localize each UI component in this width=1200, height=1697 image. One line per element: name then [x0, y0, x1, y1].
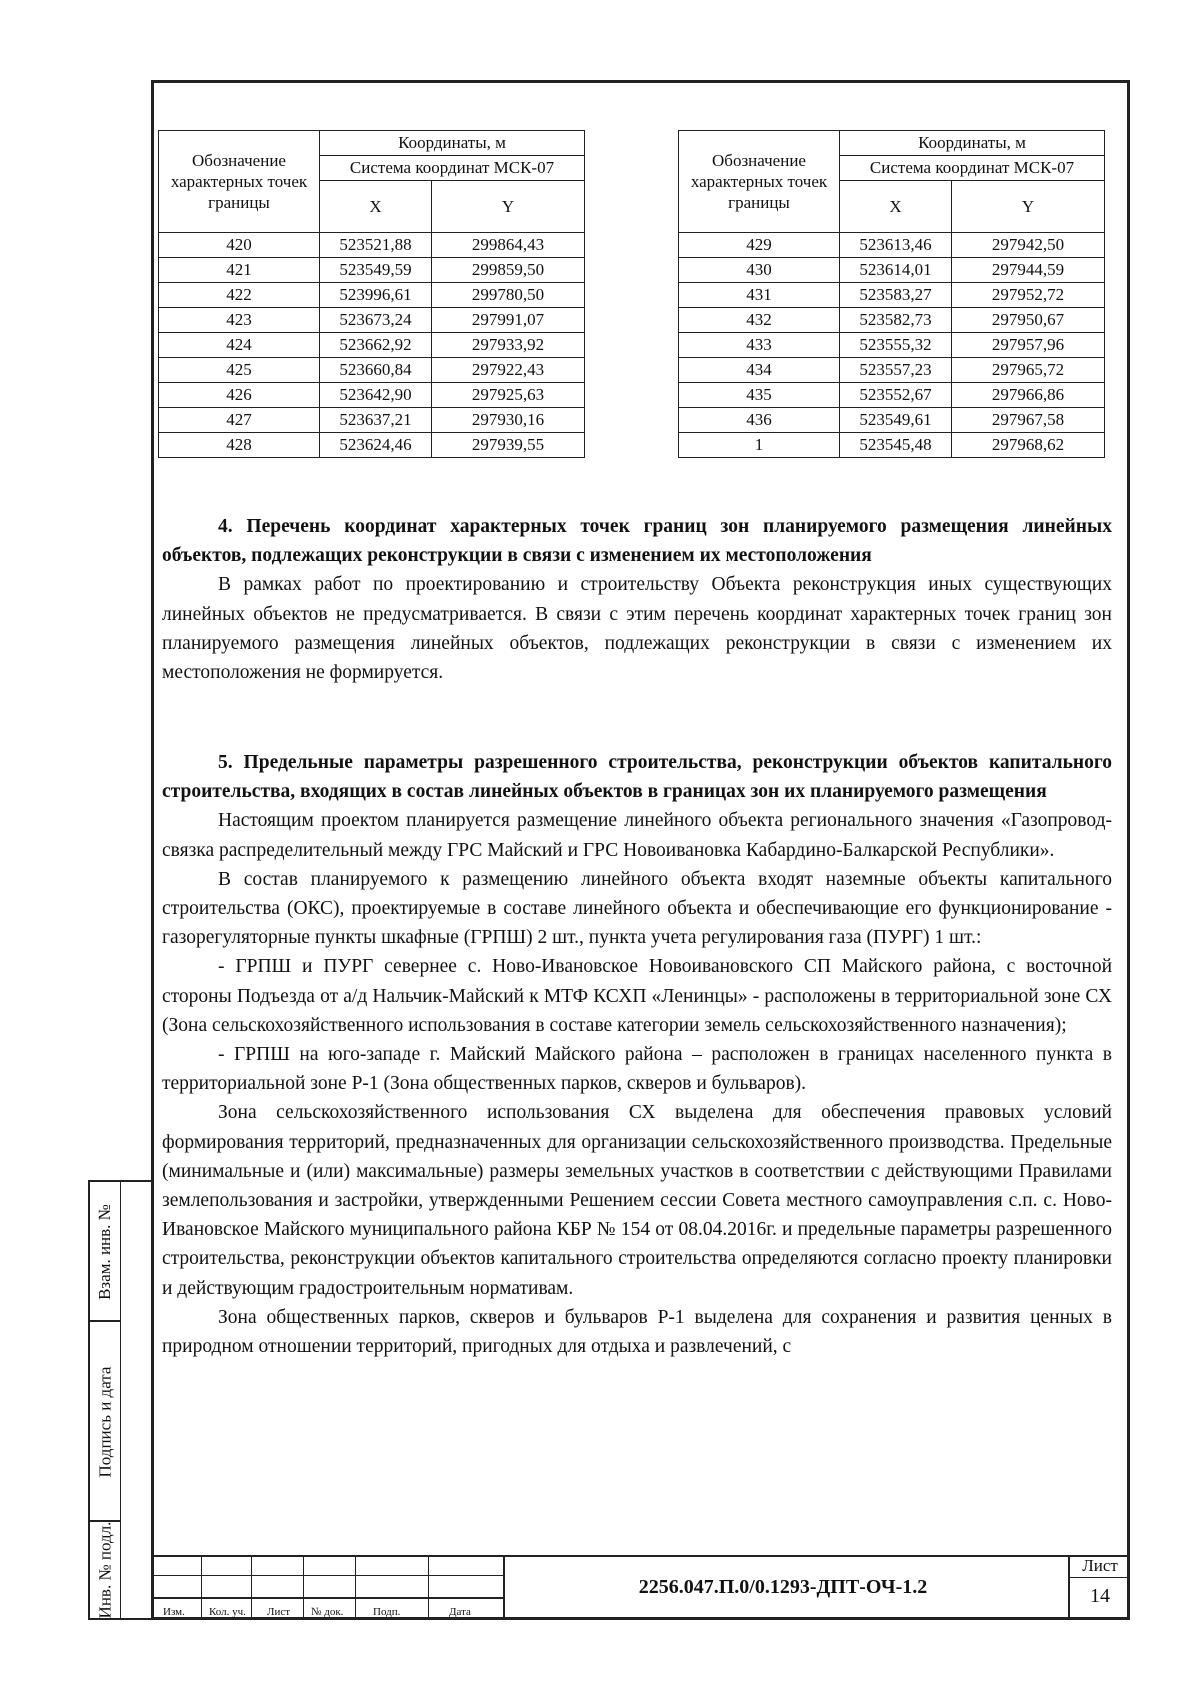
system-header: Система координат МСК-07: [840, 156, 1105, 181]
title-block: [151, 1555, 1130, 1620]
paragraph: Зона сельскохозяйственного использования СХ выделена для обеспечения правовых условий формирования территорий, предназначенных для организации сельскохозяйственного производства. Предельные (минимальные и (или) максимальные) размеры земельных участков в соответствии с действующими Правилами землепользования и застройки, утвержденными Решением сессии Совета местного самоуправления с.п. с. Ново-Ивановское Майского муниципального района КБР № 154 от 08.04.2016г. и предельные параметры разрешенного строительства, реконструкции объектов капитального строительства определяются согласно проекту планировки и действующим градостроительным нормативам.: [162, 1102, 1112, 1299]
y-cell: 297922,43: [432, 358, 585, 383]
designation-header: Обозначение характерных точек границы: [679, 131, 840, 233]
table-row: [679, 333, 1105, 358]
signature-date-label: Подпись и дата: [95, 1366, 114, 1478]
y-cell: 297965,72: [952, 358, 1105, 383]
x-cell: 523555,32: [840, 333, 952, 358]
section-5: [162, 748, 1112, 1361]
y-cell: 297930,16: [432, 408, 585, 433]
point-id-cell: 421: [159, 258, 320, 283]
sheet-box: [1068, 1555, 1130, 1620]
y-cell: 297942,50: [952, 233, 1105, 258]
section-4-heading: 4. Перечень координат характерных точек границ зон планируемого размещения линейных объектов, подлежащих реконструкции в связи с изменением их местоположения: [162, 516, 1112, 567]
vzam-inv-label: Взам. инв. №: [95, 1204, 114, 1300]
y-cell: 297966,86: [952, 383, 1105, 408]
point-id-cell: 424: [159, 333, 320, 358]
x-cell: 523552,67: [840, 383, 952, 408]
x-cell: 523545,48: [840, 433, 952, 458]
table-row: [159, 333, 585, 358]
col-label: Лист: [267, 1606, 291, 1618]
col-label: Кол. уч.: [209, 1606, 246, 1618]
paragraph: Зона общественных парков, скверов и бульваров Р-1 выделена для сохранения и развития ценных в природном отношении территорий, пригодных для отдыха и развлечений, с: [162, 1306, 1112, 1358]
table-row: [159, 308, 585, 333]
col-label: Дата: [449, 1606, 471, 1618]
point-id-cell: 432: [679, 308, 840, 333]
x-cell: 523583,27: [840, 283, 952, 308]
table-row: [679, 433, 1105, 458]
y-cell: 297967,58: [952, 408, 1105, 433]
point-id-cell: 431: [679, 283, 840, 308]
table-row: [159, 233, 585, 258]
y-cell: 297968,62: [952, 433, 1105, 458]
point-id-cell: 427: [159, 408, 320, 433]
section-5-heading: 5. Предельные параметры разрешенного строительства, реконструкции объектов капитального строительства, входящих в состав линейных объектов в границах зон их планируемого размещения: [162, 752, 1112, 803]
x-cell: 523662,92: [320, 333, 432, 358]
x-cell: 523624,46: [320, 433, 432, 458]
x-header: X: [320, 181, 432, 233]
point-id-cell: 426: [159, 383, 320, 408]
x-cell: 523549,59: [320, 258, 432, 283]
y-cell: 297957,96: [952, 333, 1105, 358]
point-id-cell: 436: [679, 408, 840, 433]
table-row: [679, 383, 1105, 408]
table-row: [679, 358, 1105, 383]
point-id-cell: 422: [159, 283, 320, 308]
point-id-cell: 425: [159, 358, 320, 383]
paragraph: - ГРПШ и ПУРГ севернее с. Ново-Ивановское Новоивановского СП Майского района, с восточной стороны Подъезда от а/д Нальчик-Майский к МТФ КСХП «Ленинцы» - расположены в территориальной зоне СХ (Зона сельскохозяйственного использования в составе категории земель сельскохозяйственного назначения);: [162, 956, 1112, 1036]
paragraph: В рамках работ по проектированию и строительству Объекта реконструкция иных существующих линейных объектов не предусматривается. В связи с этим перечень координат характерных точек границ зон планируемого размещения линейных объектов, подлежащих реконструкции в связи с изменением их местоположения не формируется.: [162, 574, 1112, 684]
point-id-cell: 430: [679, 258, 840, 283]
point-id-cell: 429: [679, 233, 840, 258]
y-cell: 299859,50: [432, 258, 585, 283]
table-row: [159, 383, 585, 408]
x-cell: 523614,01: [840, 258, 952, 283]
table-row: [679, 283, 1105, 308]
col-label: Изм.: [163, 1606, 185, 1618]
x-cell: 523613,46: [840, 233, 952, 258]
y-header: Y: [432, 181, 585, 233]
y-cell: 297939,55: [432, 433, 585, 458]
x-cell: 523582,73: [840, 308, 952, 333]
designation-header: Обозначение характерных точек границы: [159, 131, 320, 233]
paragraph: Настоящим проектом планируется размещение линейного объекта регионального значения «Газопровод-связка распределительный между ГРС Майский и ГРС Новоивановка Кабардино-Балкарской Республики».: [162, 810, 1112, 861]
x-cell: 523549,61: [840, 408, 952, 433]
point-id-cell: 420: [159, 233, 320, 258]
paragraph: В состав планируемого к размещению линейного объекта входят наземные объекты капитального строительства (ОКС), проектируемые в составе линейного объекта и обеспечивающие его функционирование - газорегуляторные пункты шкафные (ГРПШ) 2 шт., пункта учета регулирования газа (ПУРГ) 1 шт.:: [162, 868, 1112, 949]
y-cell: 297950,67: [952, 308, 1105, 333]
paragraph: - ГРПШ на юго-западе г. Майский Майского района – расположен в границах населенного пункта в территориальной зоне Р-1 (Зона общественных парков, скверов и бульваров).: [162, 1044, 1112, 1095]
y-cell: 297925,63: [432, 383, 585, 408]
point-id-cell: 1: [679, 433, 840, 458]
y-cell: 299780,50: [432, 283, 585, 308]
table-row: [159, 283, 585, 308]
y-cell: 297933,92: [432, 333, 585, 358]
table-row: [159, 358, 585, 383]
document-code: 2256.047.П.0/0.1293-ДПТ-ОЧ-1.2: [638, 1576, 928, 1598]
table-row: [679, 233, 1105, 258]
x-cell: 523642,90: [320, 383, 432, 408]
sheet-label: Лист: [1070, 1555, 1130, 1578]
coordinates-table-right: [678, 130, 1105, 458]
col-label: Подп.: [373, 1606, 401, 1618]
point-id-cell: 433: [679, 333, 840, 358]
y-cell: 297944,59: [952, 258, 1105, 283]
table-row: [159, 408, 585, 433]
section-4: [162, 512, 1112, 687]
coords-header: Координаты, м: [840, 131, 1105, 156]
coordinates-table-left: [158, 130, 585, 458]
y-header: Y: [952, 181, 1105, 233]
point-id-cell: 435: [679, 383, 840, 408]
table-row: [679, 308, 1105, 333]
point-id-cell: 423: [159, 308, 320, 333]
sheet-number: 14: [1090, 1585, 1110, 1607]
x-cell: 523673,24: [320, 308, 432, 333]
table-row: [679, 258, 1105, 283]
y-cell: 299864,43: [432, 233, 585, 258]
y-cell: 297952,72: [952, 283, 1105, 308]
col-label: № док.: [311, 1606, 344, 1618]
inv-number-label: Инв. № подл.: [95, 1521, 114, 1619]
table-row: [159, 433, 585, 458]
table-row: [159, 258, 585, 283]
table-row: [679, 408, 1105, 433]
x-cell: 523557,23: [840, 358, 952, 383]
point-id-cell: 428: [159, 433, 320, 458]
x-cell: 523521,88: [320, 233, 432, 258]
system-header: Система координат МСК-07: [320, 156, 585, 181]
revision-grid: [151, 1555, 505, 1620]
coords-header: Координаты, м: [320, 131, 585, 156]
x-cell: 523637,21: [320, 408, 432, 433]
x-cell: 523660,84: [320, 358, 432, 383]
point-id-cell: 434: [679, 358, 840, 383]
x-header: X: [840, 181, 952, 233]
y-cell: 297991,07: [432, 308, 585, 333]
x-cell: 523996,61: [320, 283, 432, 308]
side-stamp: [88, 1180, 154, 1620]
